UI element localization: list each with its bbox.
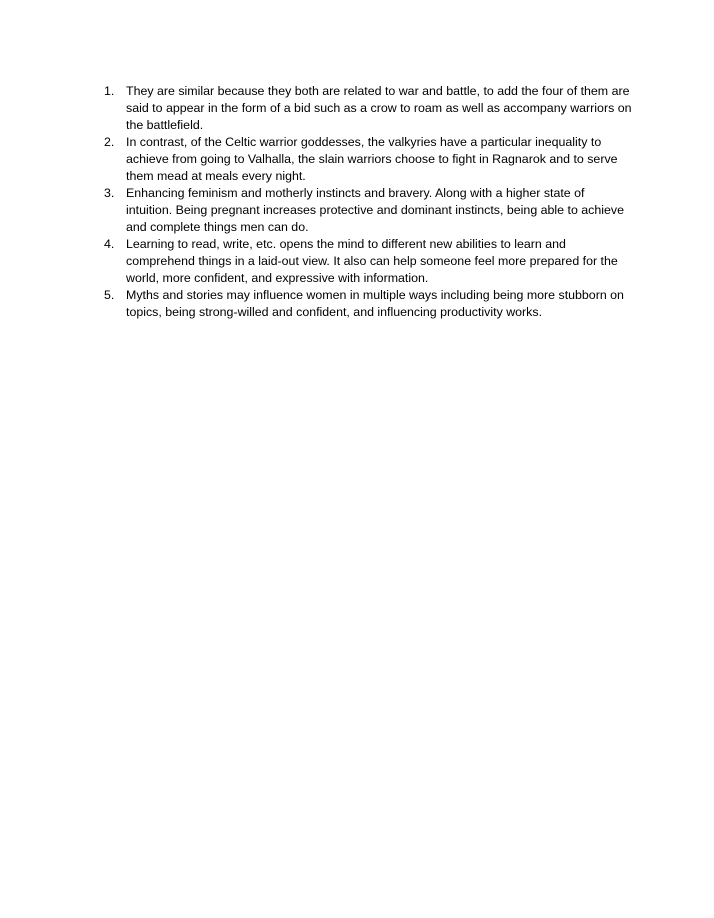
list-item (104, 83, 632, 134)
list-item-number: 5. (104, 288, 115, 302)
list-item (104, 134, 632, 185)
numbered-answer-list (104, 83, 632, 321)
list-item (104, 185, 632, 236)
list-item-text: Myths and stories may influence women in multiple ways including being more stubborn on topics, being strong-willed and confident, and influencing productivity works. (126, 288, 624, 319)
list-item-text: Enhancing feminism and motherly instincts and bravery. Along with a higher state of intuition. Being pregnant increases protective and dominant instincts, being able to achieve and complete things men can do. (126, 186, 625, 234)
list-item (104, 287, 632, 321)
list-item-number: 3. (104, 186, 115, 200)
list-item-text: Learning to read, write, etc. opens the mind to different new abilities to learn and comprehend things in a laid-out view. It also can help someone feel more prepared for the world, more confident, and expressive with information. (126, 237, 618, 285)
list-item-number: 1. (104, 84, 115, 98)
list-item-text: They are similar because they both are related to war and battle, to add the four of them are said to appear in the form of a bid such as a crow to roam as well as accompany warriors on the battlefield. (126, 84, 632, 132)
list-item-text: In contrast, of the Celtic warrior goddesses, the valkyries have a particular inequality to achieve from going to Valhalla, the slain warriors choose to fight in Ragnarok and to serve them mead at meals every night. (126, 135, 618, 183)
list-item (104, 236, 632, 287)
list-item-number: 2. (104, 135, 115, 149)
list-item-number: 4. (104, 237, 115, 251)
